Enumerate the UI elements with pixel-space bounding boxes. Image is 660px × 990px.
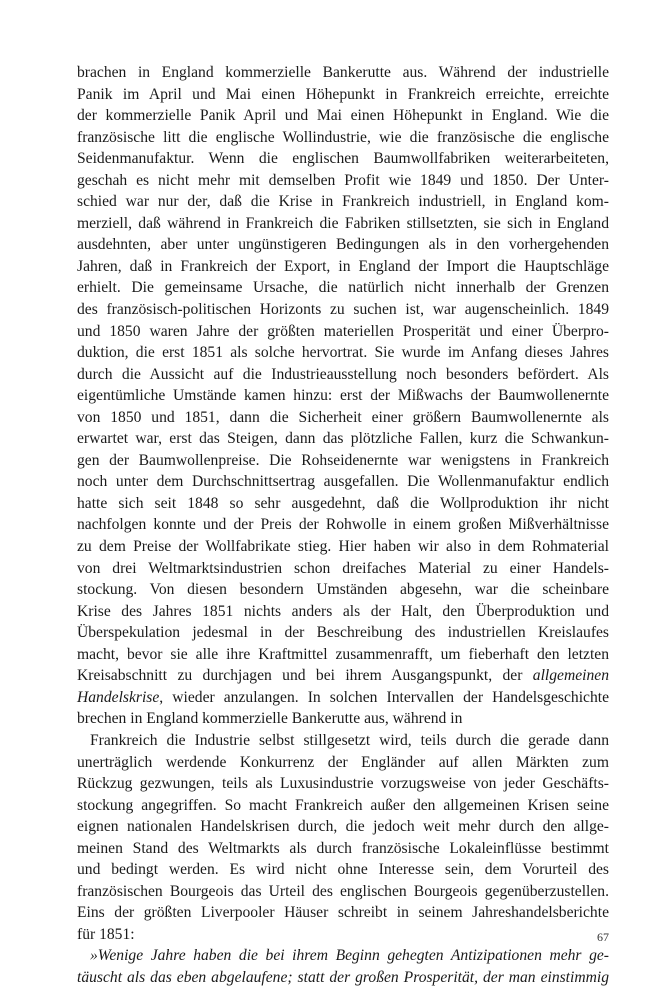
text-line: meinen Stand des Weltmarkts als durch französische Lokaleinflüsse bestimmt — [77, 839, 609, 857]
text-run: Kreisabschnitt zu durchjagen und bei ihrem Ausgangspunkt, der — [77, 667, 533, 685]
text-line: Seidenmanufaktur. Wenn die englischen Baumwollfabriken weiterarbeiteten, — [77, 150, 609, 168]
text-line: für 1851: — [77, 925, 135, 943]
text-run: , wieder anzulangen. In solchen Intervallen der Handelsgeschichte — [159, 688, 609, 706]
emphasis: allgemeinen — [532, 667, 609, 685]
text-line: unerträglich werdende Konkurrenz der Engländer auf allen Märkten zum — [77, 753, 609, 771]
text-line — [77, 665, 609, 687]
text-line: stockung. Von diesen besondern Umständen abgesehn, war die scheinbare — [77, 581, 609, 599]
text-line: brechen in England kommerzielle Bankerutte aus, während in — [77, 710, 463, 728]
text-line: ausdehnten, aber unter ungünstigeren Bedingungen als in den vorhergehenden — [77, 236, 609, 254]
paragraph-1 — [77, 62, 609, 730]
text-line: der kommerzielle Panik April und Mai einen Höhepunkt in England. Wie die — [77, 107, 609, 125]
text-line: von 1850 und 1851, dann die Sicherheit einer größern Baumwollenernte als — [77, 408, 609, 426]
text-line: geschah es nicht mehr mit demselben Profit wie 1849 und 1850. Der Unter- — [77, 171, 609, 189]
text-line: erhielt. Die gemeinsame Ursache, die natürlich nicht innerhalb der Grenzen — [77, 279, 609, 297]
text-line: Jahren, daß in Frankreich der Export, in England der Import die Hauptschläge — [77, 257, 609, 275]
text-line: eigentümliche Umstände kamen hinzu: erst der Mißwachs der Baumwollenernte — [77, 387, 609, 405]
text-line: Panik im April und Mai einen Höhepunkt in Frankreich erreichte, erreichte — [77, 85, 609, 103]
text-line: französischen Bourgeois das Urteil des englischen Bourgeois gegenüberzustellen. — [77, 882, 609, 900]
text-line: brachen in England kommerzielle Bankerutte aus. Während der industrielle — [77, 64, 609, 81]
text-line: duktion, die erst 1851 als solche hervortrat. Sie wurde im Anfang dieses Jahres — [77, 344, 609, 362]
text-line: von drei Weltmarktsindustrien schon dreifaches Material zu einer Handels- — [77, 559, 609, 577]
text-line: Überspekulation jedesmal in der Beschreibung des industriellen Kreislaufes — [77, 624, 609, 642]
text-line: Eins der größten Liverpooler Häuser schreibt in seinem Jahreshandelsberichte — [77, 904, 609, 922]
text-line: gen der Baumwollenpreise. Die Rohseidenernte war wenigstens in Frankreich — [77, 451, 609, 469]
text-line: stockung angegriffen. So macht Frankreich außer den allgemeinen Krisen seine — [77, 796, 609, 814]
page-number: 67 — [597, 930, 609, 944]
emphasis: Handelskrise — [77, 688, 160, 706]
body-text — [77, 62, 609, 989]
text-line: Frankreich die Industrie selbst stillgesetzt wird, teils durch die gerade dann — [90, 731, 609, 749]
paragraph-2 — [77, 730, 609, 945]
text-line: zu dem Preise der Wollfabrikate stieg. Hier haben wir also in dem Rohmaterial — [77, 538, 609, 556]
text-line: noch unter dem Durchschnittsertrag ausgefallen. Die Wollenmanufaktur endlich — [77, 473, 609, 491]
text-line: und bedingt werden. Es wird nicht ohne Interesse sein, dem Vorurteil des — [77, 861, 609, 879]
text-line: durch die Aussicht auf die Industrieausstellung noch besonders befördert. Als — [77, 365, 609, 383]
text-line: merziell, daß während in Frankreich die Fabriken stillsetzten, sie sich in England — [77, 214, 609, 232]
text-line: macht, bevor sie alle ihre Kraftmittel zusammenrafft, um fieberhaft den letzten — [77, 645, 609, 663]
text-line: Rückzug gezwungen, teils als Luxusindustrie vorzugsweise von jeder Geschäfts- — [77, 775, 609, 793]
text-line: hatte sich seit 1848 so sehr ausgedehnt, daß die Wollproduktion ihr nicht — [77, 494, 609, 512]
text-line: erwartet war, erst das Steigen, dann das plötzliche Fallen, kurz die Schwankun- — [77, 430, 609, 448]
text-line: Krise des Jahres 1851 nichts anders als der Halt, den Überproduktion und — [77, 602, 609, 620]
text-line: eignen nationalen Handelskrisen durch, die jedoch weit mehr durch den allge- — [77, 818, 609, 836]
text-line: schied war nur der, daß die Krise in Frankreich industriell, in England kom- — [77, 193, 609, 211]
text-line: nachfolgen konnte und der Preis der Rohwolle in einem großen Mißverhältnisse — [77, 516, 609, 534]
quotation — [77, 945, 609, 988]
text-line: des französisch-politischen Horizonts zu suchen ist, war augenscheinlich. 1849 — [77, 301, 609, 319]
text-line — [77, 687, 609, 709]
text-line: »Wenige Jahre haben die bei ihrem Beginn gehegten Antizipationen mehr ge- — [90, 947, 609, 965]
text-line: täuscht als das eben abgelaufene; statt der großen Prosperität, der man einstimmig — [77, 968, 609, 986]
text-line: und 1850 waren Jahre der größten materiellen Prosperität und einer Überpro- — [77, 322, 609, 340]
text-line: französische litt die englische Wollindustrie, wie die französische die englische — [77, 128, 609, 146]
